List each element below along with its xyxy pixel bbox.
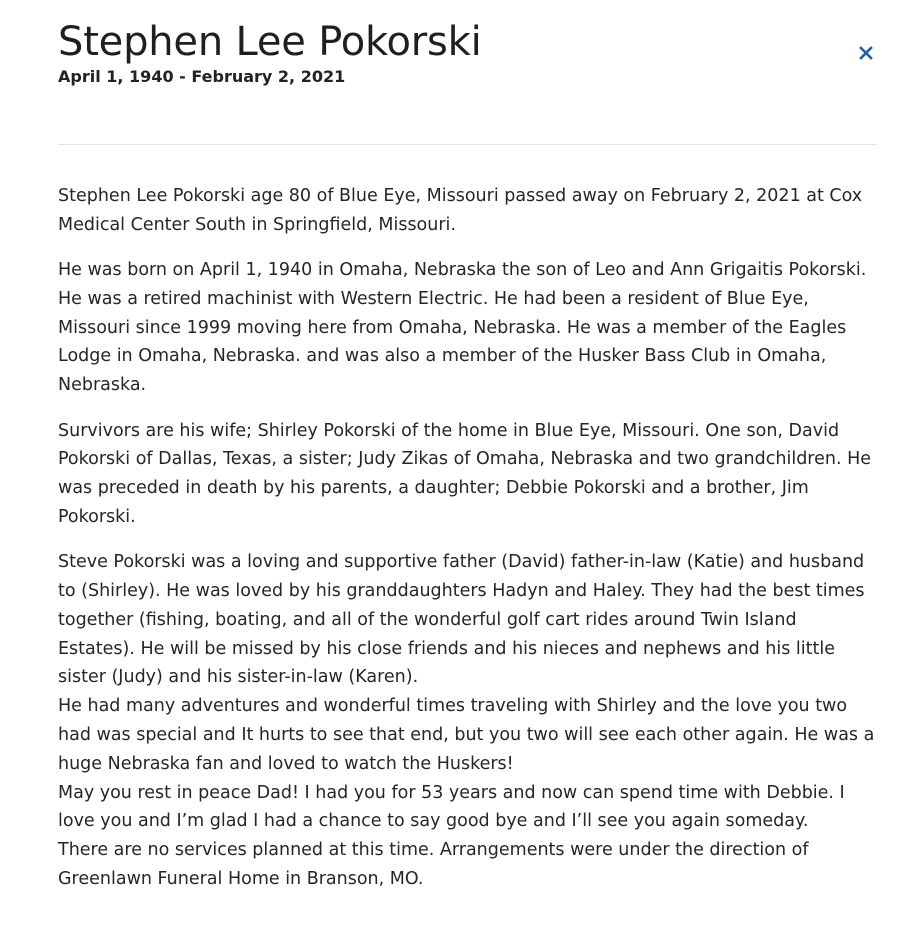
obituary-header xyxy=(58,18,838,87)
page-title: Stephen Lee Pokorski xyxy=(58,19,482,65)
close-button[interactable] xyxy=(854,41,878,65)
obituary-paragraph: He had many adventures and wonderful times traveling with Shirley and the love you two had was special and It hurts to see that end, but you two will see each other again. He was a huge Nebraska fan and loved to watch the Huskers! xyxy=(58,696,875,774)
obituary-paragraph: He was born on April 1, 1940 in Omaha, Nebraska the son of Leo and Ann Grigaitis Pokorski. He was a retired machinist with Western Electric. He had been a resident of Blue Eye, Missouri since 1999 moving here from Omaha, Nebraska. He was a member of the Eagles Lodge in Omaha, Nebraska. and was also a member of the Husker Bass Club in Omaha, Nebraska. xyxy=(58,260,867,396)
obituary-paragraph: Survivors are his wife; Shirley Pokorski of the home in Blue Eye, Missouri. One son, David Pokorski of Dallas, Texas, a sister; Judy Zikas of Omaha, Nebraska and two grandchildren. He was preceded in death by his parents, a daughter; Debbie Pokorski and a brother, Jim Pokorski. xyxy=(58,420,872,527)
obituary-paragraph: Steve Pokorski was a loving and supportive father (David) father-in-law (Katie) and husband to (Shirley). He was loved by his granddaughters Hadyn and Haley. They had the best times together (fishing, boating, and all of the wonderful golf cart rides around Twin Island Estates). He will be missed by his close friends and his nieces and nephews and his little sister (Judy) and his sister-in-law (Karen). xyxy=(58,552,865,688)
header-divider xyxy=(58,144,877,145)
obituary-paragraph: There are no services planned at this time. Arrangements were under the direction of Greenlawn Funeral Home in Branson, MO. xyxy=(58,840,809,890)
obituary-paragraph: Stephen Lee Pokorski age 80 of Blue Eye, Missouri passed away on February 2, 2021 at Cox Medical Center South in Springfield, Missouri. xyxy=(58,186,863,235)
close-icon xyxy=(859,46,873,60)
life-dates: April 1, 1940 - February 2, 2021 xyxy=(58,67,346,86)
obituary-paragraph: May you rest in peace Dad! I had you for 53 years and now can spend time with Debbie. I love you and I’m glad I had a chance to say good bye and I’ll see you again someday. xyxy=(58,782,845,832)
obituary-body xyxy=(58,182,878,894)
